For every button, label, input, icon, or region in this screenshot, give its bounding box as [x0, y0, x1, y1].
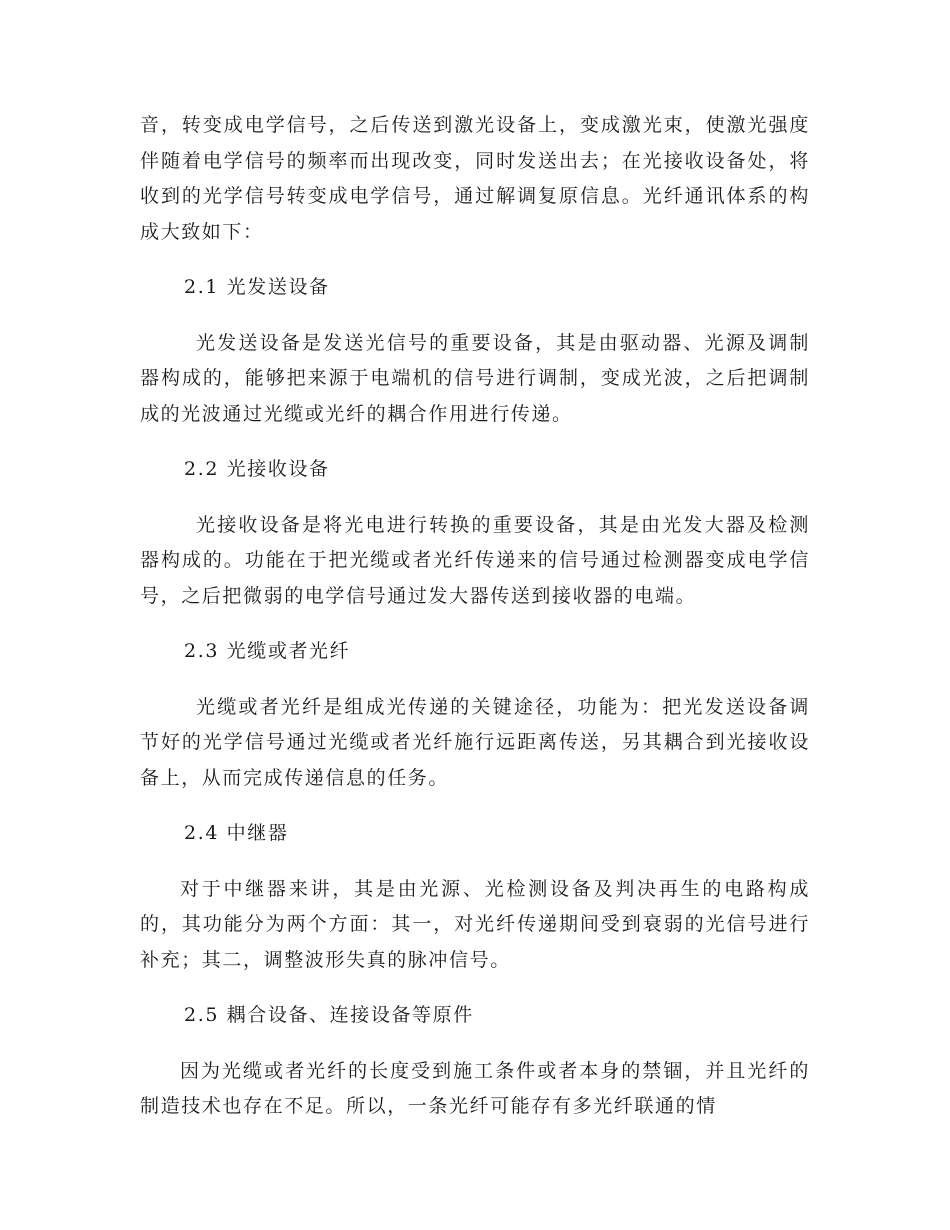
section-body-2-4: 对于中继器来讲，其是由光源、光检测设备及判决再生的电路构成的，其功能分为两个方面：其一，对光纤传递期间受到衰弱的光信号进行补充；其二，调整波形失真的脉冲信号。	[140, 877, 810, 971]
section-heading-2-5: 2.5 耦合设备、连接设备等原件	[184, 1004, 474, 1026]
document-body	[140, 108, 810, 1145]
section-heading-2-1: 2.1 光发送设备	[184, 276, 330, 298]
intro-paragraph: 音，转变成电学信号，之后传送到激光设备上，变成激光束，使激光强度伴随着电学信号的频率而出现改变，同时发送出去；在光接收设备处，将收到的光学信号转变成电学信号，通过解调复原信息。光纤通讯体系的构成大致如下：	[140, 114, 810, 243]
section-body-2-3: 光缆或者光纤是组成光传递的关键途径，功能为：把光发送设备调节好的光学信号通过光缆或者光纤施行远距离传送，另其耦合到光接收设备上，从而完成传递信息的任务。	[140, 695, 810, 789]
section-body-2-1: 光发送设备是发送光信号的重要设备，其是由驱动器、光源及调制器构成的，能够把来源于电端机的信号进行调制，变成光波，之后把调制成的光波通过光缆或光纤的耦合作用进行传递。	[140, 331, 810, 425]
section-heading-2-3: 2.3 光缆或者光纤	[184, 640, 351, 662]
section-heading-2-2: 2.2 光接收设备	[184, 458, 330, 480]
section-body-2-5: 因为光缆或者光纤的长度受到施工条件或者本身的禁锢，并且光纤的制造技术也存在不足。所以，一条光纤可能存有多光纤联通的情	[140, 1059, 810, 1117]
section-heading-2-4: 2.4 中继器	[184, 822, 289, 844]
section-body-2-2: 光接收设备是将光电进行转换的重要设备，其是由光发大器及检测器构成的。功能在于把光缆或者光纤传递来的信号通过检测器变成电学信号，之后把微弱的电学信号通过发大器传送到接收器的电端。	[140, 513, 810, 607]
